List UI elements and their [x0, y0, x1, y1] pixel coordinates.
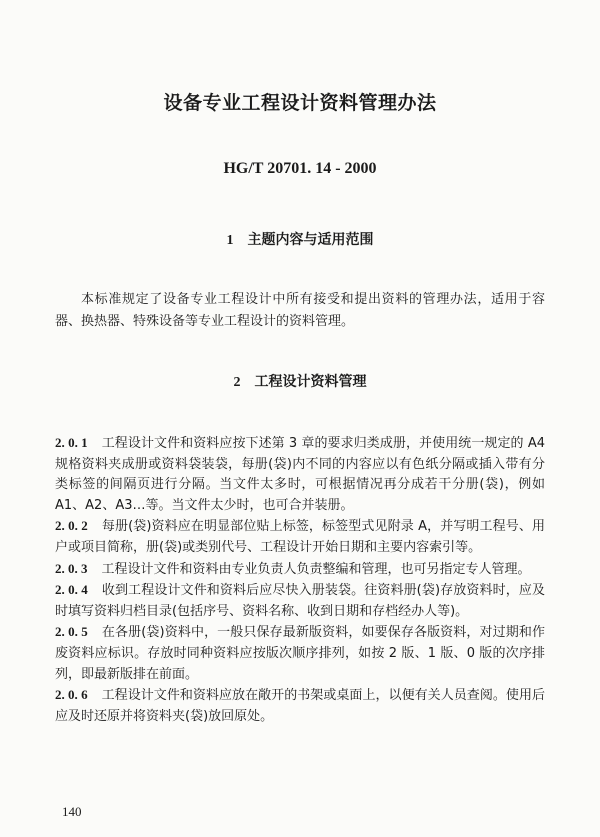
clause: [55, 559, 545, 581]
standard-number: HG/T 20701. 14 - 2000: [223, 160, 377, 177]
clause-text: 工程设计文件和资料应按下述第 3 章的要求归类成册，并使用统一规定的 A4 规格资料夹成册或资料袋装袋，每册(袋)内不同的内容应以有色纸分隔或插入带有分类标签的间隔页进行分隔。当文件太多时，可根据情况再分成若干分册(袋)，例如 A1、A2、A3…等。当文件太少时，也可合并装册。: [55, 436, 546, 513]
section-title: 工程设计资料管理: [254, 374, 367, 390]
clause: [55, 685, 545, 727]
document-title: 设备专业工程设计资料管理办法: [163, 92, 437, 114]
section-number: 1: [226, 233, 234, 248]
clause: [55, 580, 545, 622]
clause: [55, 516, 545, 558]
page-number: 140: [62, 804, 82, 819]
clause-text: 工程设计文件和资料应放在敞开的书架或桌面上，以便有关人员查阅。使用后应及时还原并将资料夹(袋)放回原处。: [55, 688, 545, 724]
section-title: 主题内容与适用范围: [247, 232, 374, 248]
clause: [55, 433, 545, 516]
clause-number: 2. 0. 3: [55, 560, 88, 576]
section-2-clauses: [55, 433, 545, 727]
clause-number: 2. 0. 6: [55, 687, 88, 703]
clause-number: 2. 0. 4: [55, 582, 88, 598]
section-2-heading: [0, 371, 600, 391]
clause-text: 工程设计文件和资料由专业负责人负责整编和管理，也可另指定专人管理。: [101, 561, 531, 577]
clause-text: 收到工程设计文件和资料后应尽快入册装袋。往资料册(袋)存放资料时，应及时填写资料归档目录(包括序号、资料名称、收到日期和存档经办人等)。: [55, 583, 546, 619]
clause-number: 2. 0. 5: [55, 624, 88, 640]
clause-number: 2. 0. 2: [55, 518, 88, 534]
section-number: 2: [233, 375, 241, 390]
clause: [55, 622, 545, 685]
clause-text: 在各册(袋)资料中，一般只保存最新版资料，如要保存各版资料，对过期和作废资料应标识。存放时同种资料应按版次顺序排列，如按 2 版、1 版、0 版的次序排列，即最新版排在前面。: [55, 625, 546, 682]
section-1-heading: [0, 229, 600, 249]
section-1-paragraph: 本标准规定了设备专业工程设计中所有接受和提出资料的管理办法，适用于容器、换热器、特殊设备等专业工程设计的资料管理。: [55, 292, 545, 329]
clause-number: 2. 0. 1: [55, 435, 88, 450]
clause-text: 每册(袋)资料应在明显部位贴上标签，标签型式见附录 A，并写明工程号、用户或项目简称，册(袋)或类别代号、工程设计开始日期和主要内容索引等。: [55, 519, 546, 555]
